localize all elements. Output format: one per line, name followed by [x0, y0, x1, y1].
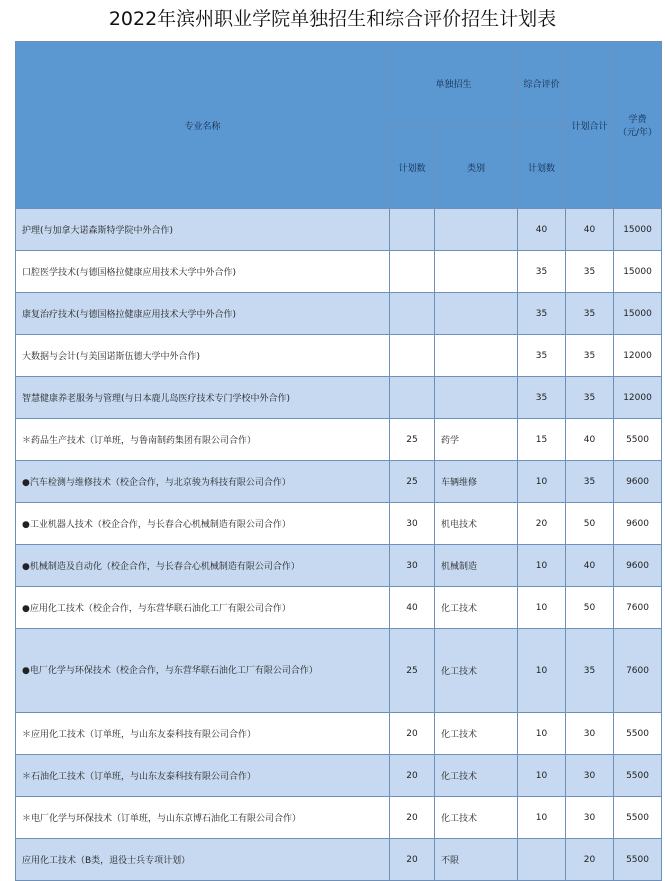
total-cell: 50 [566, 587, 614, 629]
category-cell: 机电技术 [435, 503, 518, 545]
category-cell [435, 335, 518, 377]
comp-plan-cell: 35 [518, 377, 566, 419]
category-cell: 不限 [435, 839, 518, 881]
header-category: 类别 [435, 126, 518, 209]
category-cell: 化工技术 [435, 587, 518, 629]
tuition-cell: 5500 [614, 797, 662, 839]
single-plan-cell: 25 [390, 419, 435, 461]
comp-plan-cell: 10 [518, 629, 566, 713]
total-cell: 35 [566, 335, 614, 377]
total-cell: 40 [566, 209, 614, 251]
tuition-cell: 5500 [614, 713, 662, 755]
category-cell [435, 209, 518, 251]
tuition-cell: 12000 [614, 377, 662, 419]
category-cell: 化工技术 [435, 755, 518, 797]
major-name-cell: ＊石油化工技术（订单班，与山东友泰科技有限公司合作） [16, 755, 390, 797]
table-row [16, 293, 662, 335]
total-cell: 35 [566, 251, 614, 293]
tuition-cell: 15000 [614, 293, 662, 335]
page-title: 2022年滨州职业学院单独招生和综合评价招生计划表 [108, 8, 557, 30]
category-cell: 药学 [435, 419, 518, 461]
table-row [16, 587, 662, 629]
table-row [16, 629, 662, 713]
table-row [16, 503, 662, 545]
enrollment-plan-table [15, 41, 662, 881]
major-name-cell: 智慧健康养老服务与管理(与日本鹿儿岛医疗技术专门学校中外合作) [16, 377, 390, 419]
single-plan-cell: 40 [390, 587, 435, 629]
major-name-cell: ＊应用化工技术（订单班，与山东友泰科技有限公司合作） [16, 713, 390, 755]
single-plan-cell [390, 251, 435, 293]
comp-plan-cell: 10 [518, 545, 566, 587]
category-cell: 化工技术 [435, 629, 518, 713]
category-cell: 化工技术 [435, 713, 518, 755]
header-tuition: 学费（元/年） [614, 42, 662, 209]
header-major: 专业名称 [16, 42, 390, 209]
single-plan-cell [390, 335, 435, 377]
comp-plan-cell: 20 [518, 503, 566, 545]
comp-plan-cell: 10 [518, 587, 566, 629]
major-name-cell: 口腔医学技术(与德国格拉健康应用技术大学中外合作) [16, 251, 390, 293]
header-comp-plan-count: 计划数 [518, 126, 566, 209]
single-plan-cell: 20 [390, 755, 435, 797]
single-plan-cell: 30 [390, 503, 435, 545]
major-name-cell: ●机械制造及自动化（校企合作，与长春合心机械制造有限公司合作） [16, 545, 390, 587]
table-row [16, 545, 662, 587]
total-cell: 35 [566, 377, 614, 419]
category-cell: 化工技术 [435, 797, 518, 839]
major-name-cell: ●电厂化学与环保技术（校企合作，与东营华联石油化工厂有限公司合作） [16, 629, 390, 713]
total-cell: 35 [566, 629, 614, 713]
header-plan-count: 计划数 [390, 126, 435, 209]
tuition-cell: 7600 [614, 587, 662, 629]
major-name-cell: ＊药品生产技术（订单班，与鲁南制药集团有限公司合作） [16, 419, 390, 461]
single-plan-cell [390, 377, 435, 419]
category-cell [435, 251, 518, 293]
major-name-cell: 应用化工技术（B类，退役士兵专项计划） [16, 839, 390, 881]
total-cell: 30 [566, 797, 614, 839]
total-cell: 30 [566, 713, 614, 755]
tuition-cell: 15000 [614, 209, 662, 251]
major-name-cell: 大数据与会计(与美国诺斯伍德大学中外合作) [16, 335, 390, 377]
total-cell: 50 [566, 503, 614, 545]
single-plan-cell: 20 [390, 797, 435, 839]
table-row [16, 251, 662, 293]
category-cell [435, 377, 518, 419]
tuition-cell: 12000 [614, 335, 662, 377]
major-name-cell: ●工业机器人技术（校企合作，与长春合心机械制造有限公司合作） [16, 503, 390, 545]
table-row [16, 755, 662, 797]
comp-plan-cell: 15 [518, 419, 566, 461]
table-row [16, 713, 662, 755]
tuition-cell: 7600 [614, 629, 662, 713]
total-cell: 35 [566, 293, 614, 335]
single-plan-cell [390, 209, 435, 251]
major-name-cell: 康复治疗技术(与德国格拉健康应用技术大学中外合作) [16, 293, 390, 335]
table-row [16, 797, 662, 839]
tuition-cell: 9600 [614, 461, 662, 503]
table-row [16, 419, 662, 461]
single-plan-cell: 25 [390, 461, 435, 503]
comp-plan-cell: 35 [518, 251, 566, 293]
major-name-cell: ＊电厂化学与环保技术（订单班，与山东京博石油化工有限公司合作） [16, 797, 390, 839]
major-name-cell: ●汽车检测与维修技术（校企合作，与北京骏为科技有限公司合作） [16, 461, 390, 503]
comp-plan-cell: 35 [518, 293, 566, 335]
table-body [16, 209, 662, 881]
tuition-cell: 9600 [614, 503, 662, 545]
comp-plan-cell: 40 [518, 209, 566, 251]
single-plan-cell: 20 [390, 713, 435, 755]
comp-plan-cell [518, 839, 566, 881]
major-name-cell: 护理(与加拿大诺森斯特学院中外合作) [16, 209, 390, 251]
header-comprehensive: 综合评价 [518, 42, 566, 126]
comp-plan-cell: 35 [518, 335, 566, 377]
comp-plan-cell: 10 [518, 461, 566, 503]
tuition-cell: 5500 [614, 755, 662, 797]
category-cell [435, 293, 518, 335]
header-single-enrollment: 单独招生 [390, 42, 518, 126]
major-name-cell: ●应用化工技术（校企合作，与东营华联石油化工厂有限公司合作） [16, 587, 390, 629]
comp-plan-cell: 10 [518, 713, 566, 755]
header-total: 计划合计 [566, 42, 614, 209]
category-cell: 机械制造 [435, 545, 518, 587]
table-row [16, 461, 662, 503]
tuition-cell: 5500 [614, 419, 662, 461]
total-cell: 40 [566, 545, 614, 587]
total-cell: 20 [566, 839, 614, 881]
table-row [16, 335, 662, 377]
table-row [16, 839, 662, 881]
total-cell: 35 [566, 461, 614, 503]
single-plan-cell: 30 [390, 545, 435, 587]
category-cell: 车辆维修 [435, 461, 518, 503]
tuition-cell: 5500 [614, 839, 662, 881]
table-row [16, 209, 662, 251]
total-cell: 30 [566, 755, 614, 797]
comp-plan-cell: 10 [518, 797, 566, 839]
tuition-cell: 15000 [614, 251, 662, 293]
single-plan-cell [390, 293, 435, 335]
comp-plan-cell: 10 [518, 755, 566, 797]
single-plan-cell: 20 [390, 839, 435, 881]
total-cell: 40 [566, 419, 614, 461]
single-plan-cell: 25 [390, 629, 435, 713]
table-row [16, 377, 662, 419]
tuition-cell: 9600 [614, 545, 662, 587]
